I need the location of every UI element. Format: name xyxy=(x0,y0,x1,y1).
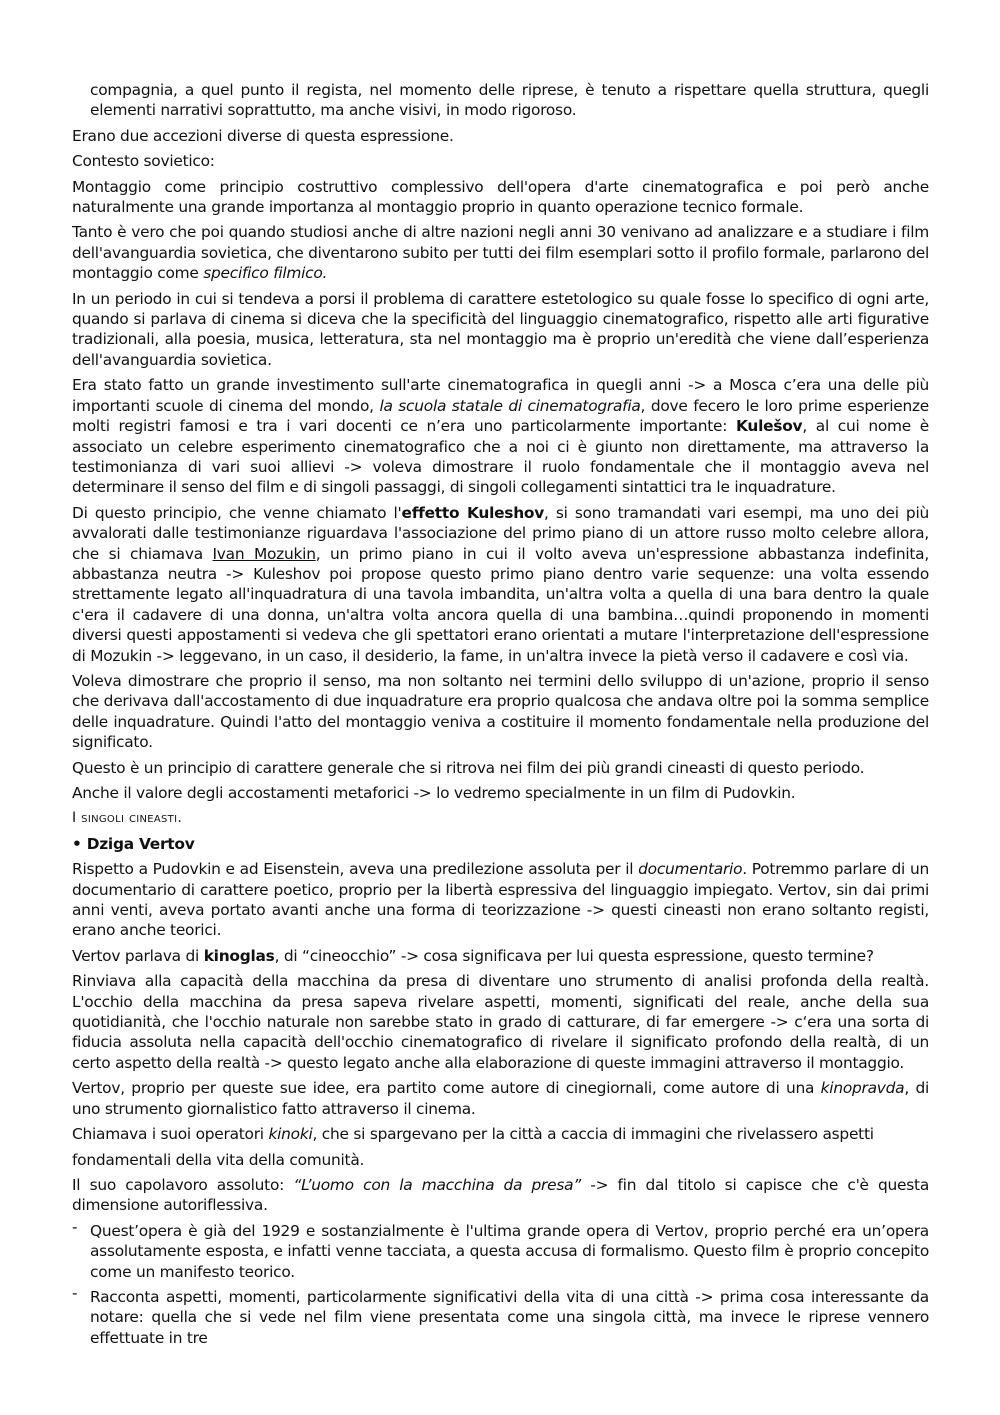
dash-marker: - xyxy=(72,1217,78,1236)
bold-term: kinoglas xyxy=(203,946,275,965)
emphasis-text: specifico filmico. xyxy=(203,264,328,283)
paragraph: Questo è un principio di carattere generale che si ritrova nei film dei più grandi cineasti di questo periodo. xyxy=(72,758,865,777)
paragraph: Tanto è vero che poi quando studiosi anche di altre nazioni negli anni 30 venivano ad analizzare e a studiare i film dell'avanguardia sovietica, che diventarono subito per tutti dei film esemplari sotto il profilo formale, parlarono del montaggio come specifico filmico. xyxy=(72,223,929,283)
paragraph: Contesto sovietico: xyxy=(72,152,215,171)
document-page xyxy=(72,80,929,1353)
paragraph: Vertov, proprio per queste sue idee, era partito come autore di cinegiornali, come autore di una kinopravda, di uno strumento giornalistico fatto attraverso il cinema. xyxy=(72,1079,929,1118)
paragraph: Montaggio come principio costruttivo complessivo dell'opera d'arte cinematografica e poi però anche naturalmente una grande importanza al montaggio proprio in quanto operazione tecnico formale. xyxy=(72,177,929,217)
paragraph: Erano due accezioni diverse di questa espressione. xyxy=(72,126,454,145)
emphasis-text: kinopravda xyxy=(820,1079,905,1098)
paragraph: Rinviava alla capacità della macchina da presa di diventare uno strumento di analisi profonda della realtà. L'occhio della macchina da presa sapeva rivelare aspetti, momenti, significati del reale, anche della sua quotidianità, che l'occhio naturale non sarebbe stato in grado di catturare, di far emergere -> c‘era una sorta di fiducia assoluta nella capacità dell'occhio cinematografico di rivelare il significato profondo della realtà, di un certo aspetto della realtà -> questo legato anche alla elaborazione di queste immagini attraverso il montaggio. xyxy=(72,972,929,1072)
paragraph: Era stato fatto un grande investimento sull'arte cinematografica in quegli anni -> a Mosca c’era una delle più importanti scuole di cinema del mondo, la scuola statale di cinematografia, dove fecero le loro prime esperienze molti registri famosi e tra i vari docenti ce n’era uno particolarmente importante: Kulešov, al cui nome è associato un celebre esperimento cinematografico che a noi ci è giunto non direttamente, ma attraverso la testimonianza di vari suoi allievi -> voleva dimostrare il ruolo fondamentale che il montaggio aveva nel determinare il senso del film e di singoli passaggi, di singoli collegamenti sintattici tra le inquadrature. xyxy=(72,376,930,497)
paragraph: Voleva dimostrare che proprio il senso, ma non soltanto nei termini dello sviluppo di un'azione, proprio il senso che derivava dall'accostamento di due inquadrature era proprio qualcosa che andava oltre poi la somma semplice delle inquadrature. Quindi l'atto del montaggio veniva a costituire il momento fondamentale nella produzione del significato. xyxy=(72,671,929,752)
dash-list-item: - Racconta aspetti, momenti, particolarmente significativi della vita di una città -> prima cosa interessante da notare: quella che si vede nel film viene presentata come una singola città, ma invece le riprese vennero effettuate in tre xyxy=(72,1283,929,1347)
paragraph: Anche il valore degli accostamenti metaforici -> lo vedremo specialmente in un film di Pudovkin. xyxy=(72,784,796,802)
dash-list-item: - Quest’opera è già del 1929 e sostanzialmente è l'ultima grande opera di Vertov, proprio perché era un’opera assolutamente esposta, e infatti venne tacciata, a questa accusa di formalismo. Questo film è proprio concepito come un manifesto teorico. xyxy=(72,1217,929,1281)
section-heading: I singoli cineasti. xyxy=(72,810,183,827)
paragraph: Chiamava i suoi operatori kinoki, che si spargevano per la città a caccia di immagini che rivelassero aspetti xyxy=(72,1125,874,1144)
bold-term: Kulešov xyxy=(735,417,803,436)
emphasis-text: kinoki xyxy=(268,1125,313,1144)
emphasis-text: documentario xyxy=(638,860,743,879)
paragraph: In un periodo in cui si tendeva a porsi il problema di carattere estetologico su quale fosse lo specifico di ogni arte, quando si parlava di cinema si diceva che la specificità del linguaggio cinematografico, rispetto alle arti figurative tradizionali, alla poesia, musica, letteratura, sta nel montaggio ma è proprio un'eredità che viene dall’esperienza dell'avanguardia sovietica. xyxy=(72,289,929,369)
underlined-name: Ivan Mozukin xyxy=(212,544,316,563)
paragraph: Vertov parlava di kinoglas, di “cineocchio” -> cosa significava per lui questa espressione, questo termine? xyxy=(72,946,874,965)
paragraph: Di questo principio, che venne chiamato l'effetto Kuleshov, si sono tramandati vari esempi, ma uno dei più avvalorati dalle testimonianze riguardava l'associazione del primo piano di un attore russo molto celebre allora, che si chiamava Ivan Mozukin, un primo piano in cui il volto aveva un'espressione abbastanza indefinita, abbastanza neutra -> Kuleshov poi propose questo primo piano dentro varie sequenze: una volta essendo strettamente legato all'inquadratura di una tavola imbandita, un'altra volta a quella di una bara dentro la quale c'era il cadavere di una donna, un'altra volta ancora quella di una bambina…quindi proponendo in momenti diversi questi appostamenti si vedeva che gli spettatori erano orientati a mutare l'interpretazione dell'espressione di Mozukin -> leggevano, in un caso, il desiderio, la fame, in un'altra invece la pietà verso il cadavere e così via. xyxy=(72,503,929,665)
paragraph: fondamentali della vita della comunità. xyxy=(72,1150,365,1169)
paragraph: compagnia, a quel punto il regista, nel momento delle riprese, è tenuto a rispettare quella struttura, quegli elementi narrativi soprattutto, ma anche visivi, in modo rigoroso. xyxy=(90,81,929,120)
bullet-heading: • Dziga Vertov xyxy=(72,834,195,853)
dash-marker: - xyxy=(72,1283,78,1302)
bold-term: effetto Kuleshov xyxy=(401,503,545,522)
emphasis-text: la scuola statale di cinematografia xyxy=(379,396,641,415)
paragraph: Il suo capolavoro assoluto: “L’uomo con la macchina da presa” -> fin dal titolo si capisce che c'è questa dimensione autoriflessiva. xyxy=(72,1175,930,1215)
emphasis-text: “L’uomo con la macchina da presa” xyxy=(293,1175,582,1194)
paragraph: Rispetto a Pudovkin e ad Eisenstein, aveva una predilezione assoluta per il documentario. Potremmo parlare di un documentario di carattere poetico, proprio per la libertà espressiva del linguaggio impiegato. Vertov, sin dai primi anni venti, aveva portato avanti anche una forma di teorizzazione -> questi cineasti non erano soltanto registi, erano anche teorici. xyxy=(72,860,929,940)
